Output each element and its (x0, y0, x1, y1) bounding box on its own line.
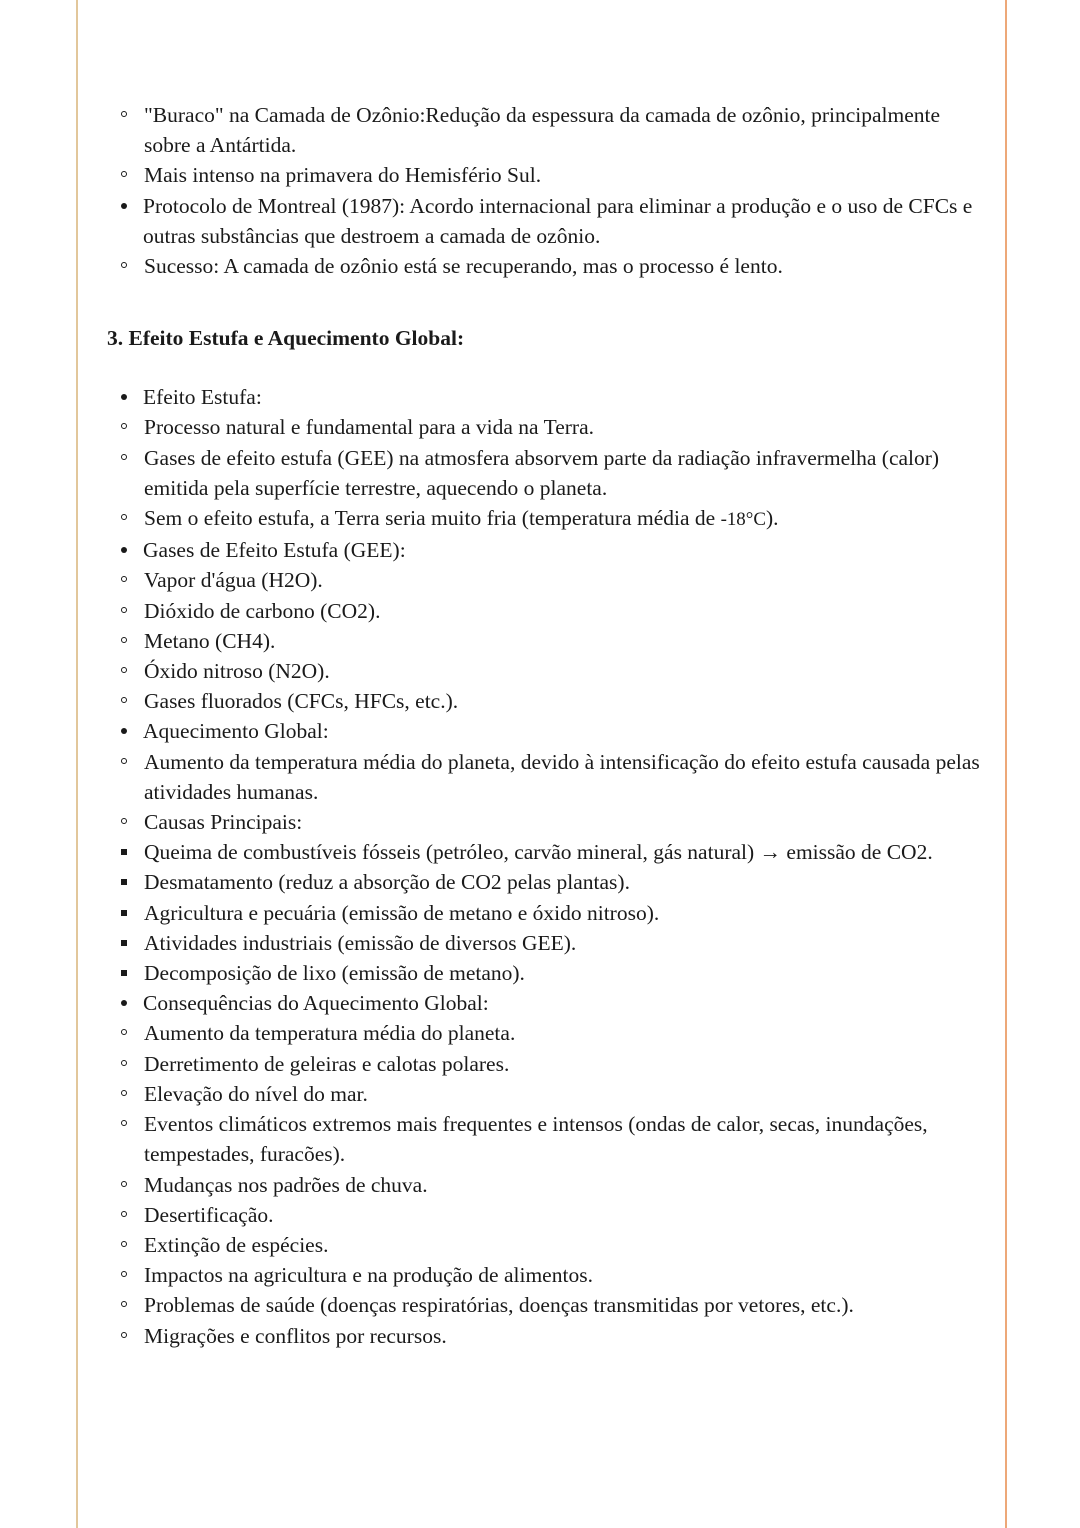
list-item-text: Gases fluorados (CFCs, HFCs, etc.). (144, 689, 459, 714)
list-item (107, 1230, 987, 1260)
square-bullet-icon (121, 970, 127, 976)
list-item-text: Metano (CH4). (144, 628, 276, 653)
list-item-wrapper (107, 565, 987, 716)
list-item (107, 100, 987, 160)
efeito-estufa-sublist (107, 412, 987, 535)
list-item-text: Impactos na agricultura e na produção de alimentos. (144, 1263, 593, 1288)
list-item-wrapper (107, 412, 987, 535)
list-item-text: Dióxido de carbono (CO2). (144, 598, 381, 623)
causas-sublist (107, 837, 987, 988)
list-item (107, 412, 987, 442)
round-bullet-icon (121, 547, 127, 553)
list-item (107, 807, 987, 837)
list-item-text: "Buraco" na Camada de Ozônio:Redução da espessura da camada de ozônio, principalmente sobre a Antártida. (144, 103, 941, 158)
montreal-sublist (107, 251, 987, 281)
list-item (107, 382, 987, 412)
list-item (107, 716, 987, 746)
hollow-circle-bullet-icon (121, 576, 127, 582)
list-item-text: Gases de efeito estufa (GEE) na atmosfera absorvem parte da radiação infravermelha (calor) emitida pela superfície terrestre, aquecendo o planeta. (144, 445, 940, 500)
hollow-circle-bullet-icon (121, 1181, 127, 1187)
consequencias-sublist (107, 1018, 987, 1350)
gases-sublist (107, 565, 987, 716)
square-bullet-icon (121, 910, 127, 916)
hollow-circle-bullet-icon (121, 1241, 127, 1247)
list-item-text: Aquecimento Global: (143, 719, 329, 744)
list-item (107, 503, 987, 535)
hollow-circle-bullet-icon (121, 1060, 127, 1066)
hollow-circle-bullet-icon (121, 697, 127, 703)
list-item (107, 1200, 987, 1230)
list-item-text: Aumento da temperatura média do planeta. (144, 1021, 516, 1046)
hollow-circle-bullet-icon (121, 454, 127, 460)
list-item-text: Elevação do nível do mar. (144, 1081, 368, 1106)
list-item-text: Efeito Estufa: (143, 385, 262, 410)
hollow-circle-bullet-icon (121, 423, 127, 429)
list-item-text: Mais intenso na primavera do Hemisfério Sul. (144, 163, 542, 188)
list-item (107, 1170, 987, 1200)
list-item-wrapper (107, 251, 987, 281)
ozone-section-list (107, 100, 987, 281)
list-item (107, 1049, 987, 1079)
square-bullet-icon (121, 849, 127, 855)
list-item (107, 1109, 987, 1169)
list-item-text: Agricultura e pecuária (emissão de metano e óxido nitroso). (144, 900, 660, 925)
temperature-value: -18°C (720, 509, 766, 531)
list-item-wrapper (107, 100, 987, 191)
list-item-text: Derretimento de geleiras e calotas polares. (144, 1051, 510, 1076)
hollow-circle-bullet-icon (121, 1029, 127, 1035)
hollow-circle-bullet-icon (121, 262, 127, 268)
list-item (107, 656, 987, 686)
list-item-text: Óxido nitroso (N2O). (144, 659, 330, 684)
list-item (107, 1079, 987, 1109)
list-item-wrapper (107, 837, 987, 988)
list-item-text: Decomposição de lixo (emissão de metano). (144, 961, 525, 986)
list-item-text: Extinção de espécies. (144, 1232, 329, 1257)
list-item (107, 1260, 987, 1290)
list-item-wrapper (107, 747, 987, 989)
list-item (107, 1290, 987, 1320)
list-item-text: Protocolo de Montreal (1987): Acordo internacional para eliminar a produção e o uso de CFCs e outras substâncias que destroem a camada de ozônio. (143, 193, 973, 248)
hollow-circle-bullet-icon (121, 514, 127, 520)
round-bullet-icon (121, 1000, 127, 1006)
list-item (107, 867, 987, 897)
round-bullet-icon (121, 728, 127, 734)
heading-spacer (107, 353, 987, 382)
list-item (107, 958, 987, 988)
ozone-sublist (107, 100, 987, 191)
list-item (107, 251, 987, 281)
hollow-circle-bullet-icon (121, 1332, 127, 1338)
list-item (107, 928, 987, 958)
list-item-text: Eventos climáticos extremos mais frequentes e intensos (ondas de calor, secas, inundações, tempestades, furacões). (144, 1112, 928, 1167)
list-item-text: Causas Principais: (144, 810, 303, 835)
hollow-circle-bullet-icon (121, 1271, 127, 1277)
list-item (107, 443, 987, 503)
list-item (107, 596, 987, 626)
list-item-text-tail: ). (765, 506, 779, 531)
square-bullet-icon (121, 940, 127, 946)
list-item (107, 626, 987, 656)
list-item-text: Atividades industriais (emissão de diversos GEE). (144, 930, 577, 955)
list-item-text: Problemas de saúde (doenças respiratórias, doenças transmitidas por vetores, etc.). (144, 1293, 854, 1318)
list-item-text: Vapor d'água (H2O). (144, 568, 323, 593)
list-item-text (144, 503, 987, 535)
hollow-circle-bullet-icon (121, 111, 127, 117)
list-item-text: Migrações e conflitos por recursos. (144, 1323, 447, 1348)
hollow-circle-bullet-icon (121, 667, 127, 673)
list-item (107, 191, 987, 251)
list-item-text: Queima de combustíveis fósseis (petróleo, carvão mineral, gás natural) → emissão de CO2. (144, 840, 933, 865)
list-item (107, 1018, 987, 1048)
page-content (107, 100, 987, 1351)
left-margin-rule (76, 0, 78, 1528)
hollow-circle-bullet-icon (121, 1301, 127, 1307)
list-item-text: Consequências do Aquecimento Global: (143, 991, 489, 1016)
hollow-circle-bullet-icon (121, 758, 127, 764)
hollow-circle-bullet-icon (121, 1120, 127, 1126)
hollow-circle-bullet-icon (121, 607, 127, 613)
list-item-text: Aumento da temperatura média do planeta, devido à intensificação do efeito estufa causada pelas atividades humanas. (144, 749, 980, 804)
list-item (107, 535, 987, 565)
list-item (107, 837, 987, 867)
main-body-list (107, 382, 987, 1351)
hollow-circle-bullet-icon (121, 1211, 127, 1217)
list-item-text: Desmatamento (reduz a absorção de CO2 pelas plantas). (144, 870, 630, 895)
list-item-text: Sucesso: A camada de ozônio está se recuperando, mas o processo é lento. (144, 254, 783, 279)
list-item-text: Mudanças nos padrões de chuva. (144, 1172, 428, 1197)
list-item (107, 565, 987, 595)
round-bullet-icon (121, 203, 127, 209)
round-bullet-icon (121, 394, 127, 400)
list-item (107, 686, 987, 716)
hollow-circle-bullet-icon (121, 1090, 127, 1096)
list-item-text: Gases de Efeito Estufa (GEE): (143, 538, 406, 563)
list-item (107, 747, 987, 807)
list-item (107, 160, 987, 190)
section-spacer (107, 281, 987, 323)
hollow-circle-bullet-icon (121, 637, 127, 643)
list-item (107, 988, 987, 1018)
hollow-circle-bullet-icon (121, 818, 127, 824)
aquecimento-sublist (107, 747, 987, 989)
list-item (107, 898, 987, 928)
list-item-text: Desertificação. (144, 1202, 274, 1227)
list-item-text: Processo natural e fundamental para a vida na Terra. (144, 415, 594, 440)
list-item (107, 1321, 987, 1351)
square-bullet-icon (121, 879, 127, 885)
hollow-circle-bullet-icon (121, 171, 127, 177)
section-heading: 3. Efeito Estufa e Aquecimento Global: (107, 326, 465, 351)
list-item-text-lead: Sem o efeito estufa, a Terra seria muito fria (temperatura média de (144, 506, 721, 531)
right-margin-rule (1005, 0, 1007, 1528)
list-item-wrapper (107, 1018, 987, 1350)
